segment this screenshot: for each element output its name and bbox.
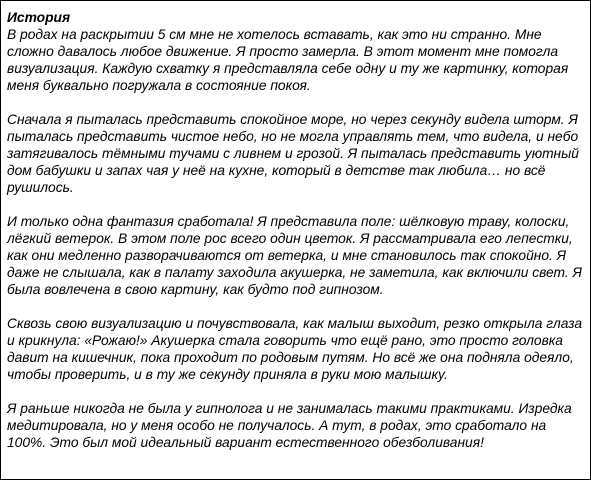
- story-paragraph-4: Сквозь свою визуализацию и почувствовала, как малыш выходит, резко открыла глаза и крикнула: «Рожаю!» Акушерка стала говорить что ещё рано, это просто головка давит на кишечник, пока проходит по родовым путям. Но всё же она подняла одеяло, чтобы проверить, и в ту же секунду приняла в руки мою малышку.: [7, 316, 583, 382]
- story-paragraph-5: Я раньше никогда не была у гипнолога и не занималась такими практиками. Изредка медитировала, но у меня особо не получалось. А тут, в родах, это сработало на 100%. Это был мой идеальный вариант естественного обезболивания!: [7, 401, 572, 450]
- story-title: История: [7, 10, 71, 25]
- story-paragraph-2: Сначала я пыталась представить спокойное море, но через секунду видела шторм. Я пыталась представить чистое небо, но не могла управлять тем, что видела, и небо затягивалось тёмными тучами с ливнем и грозой. Я пыталась представить уютный дом бабушки и запах чая у неё на кухне, который в детстве так любила… но всё рушилось.: [7, 112, 579, 195]
- story-paragraph-3: И только одна фантазия сработала! Я представила поле: шёлковую траву, колоски, лёгкий ветерок. В этом поле рос всего один цветок. Я рассматривала его лепестки, как они медленно разворачиваются от ветерка, и мне становилось так спокойно. Я даже не слышала, как в палату заходила акушерка, не заметила, как включили свет. Я была вовлечена в свою картину, как будто под гипнозом.: [7, 214, 582, 297]
- story-content: [7, 9, 585, 451]
- story-paragraph-1: В родах на раскрытии 5 см мне не хотелось вставать, как это ни странно. Мне сложно давалось любое движение. Я просто замерла. В этот момент мне помогла визуализация. Каждую схватку я представляла себе одну и ту же картинку, которая меня буквально погружала в состояние покоя.: [7, 27, 569, 93]
